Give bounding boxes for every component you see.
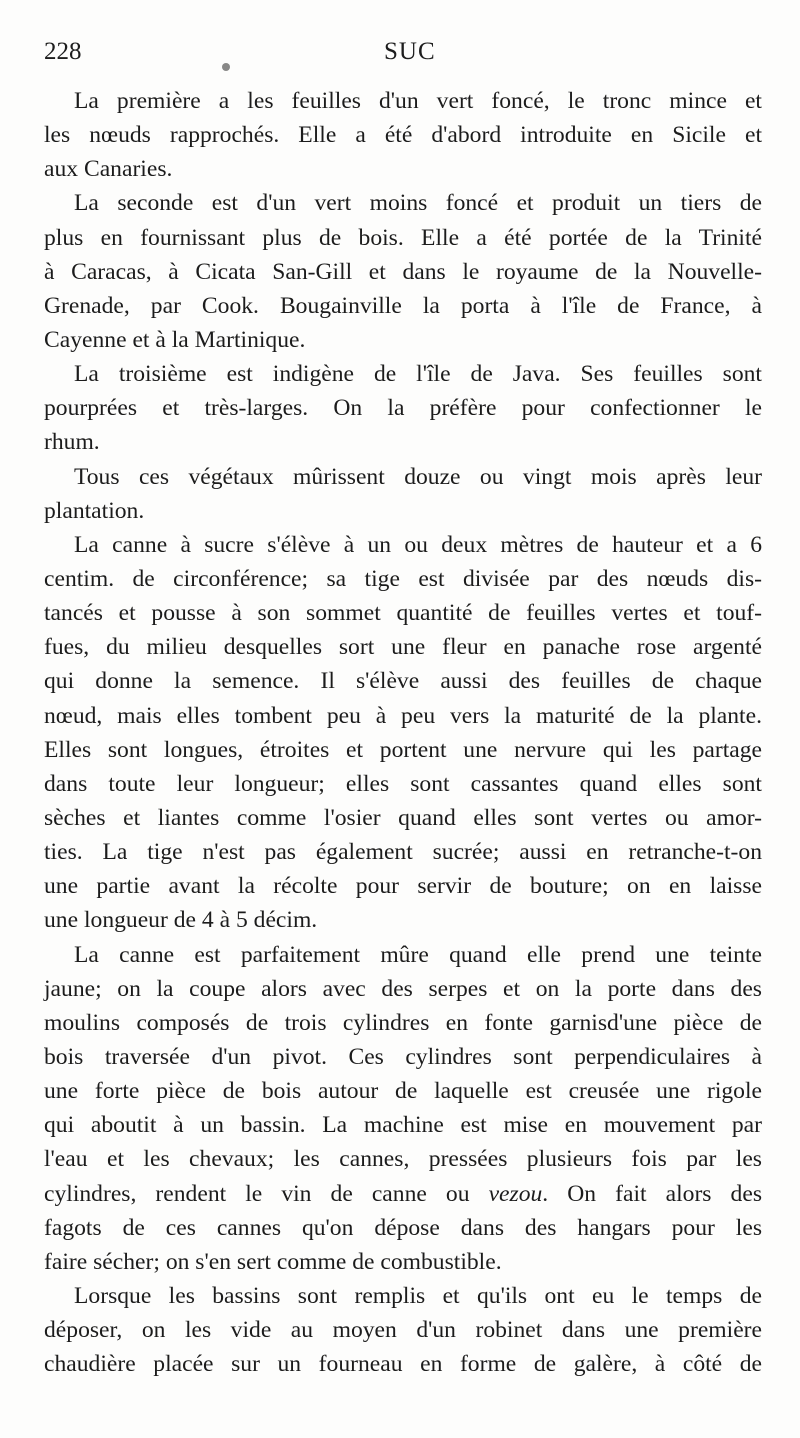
text-line: Grenade, par Cook. Bougainville la porta à l'île de France, à bbox=[44, 292, 762, 319]
text-line: faire sécher; on s'en sert comme de combustible. bbox=[44, 1248, 502, 1275]
text-line: Elles sont longues, étroites et portent une nervure qui les partage bbox=[44, 736, 762, 763]
page-number: 228 bbox=[44, 38, 82, 65]
text-line: plus en fournissant plus de bois. Elle a été portée de la Trinité bbox=[44, 224, 762, 251]
text-line: déposer, on les vide au moyen d'un robinet dans une première bbox=[44, 1317, 762, 1344]
text-line: bois traversée d'un pivot. Ces cylindres sont perpendiculaires à bbox=[44, 1043, 762, 1070]
paragraph bbox=[44, 186, 762, 357]
text-line: tancés et pousse à son sommet quantité de feuilles vertes et touf- bbox=[44, 600, 762, 627]
running-head: SUC bbox=[384, 38, 436, 65]
text-line: jaune; on la coupe alors avec des serpes et on la porte dans des bbox=[44, 975, 762, 1002]
text-line: chaudière placée sur un fourneau en forme de galère, à côté de bbox=[44, 1351, 762, 1378]
text-line: une longueur de 4 à 5 décim. bbox=[44, 907, 318, 934]
paragraph bbox=[44, 938, 762, 1279]
text-line: centim. de circonférence; sa tige est divisée par des nœuds dis- bbox=[44, 565, 762, 592]
text-line: La seconde est d'un vert moins foncé et produit un tiers de bbox=[74, 190, 762, 217]
text-line: fues, du milieu desquelles sort une fleur en panache rose argenté bbox=[44, 634, 762, 661]
text-line: fagots de ces cannes qu'on dépose dans des hangars pour les bbox=[44, 1214, 762, 1241]
text-line: les nœuds rapprochés. Elle a été d'abord introduite en Sicile et bbox=[44, 122, 762, 149]
text-line: cylindres, rendent le vin de canne ou vezou. On fait alors des bbox=[44, 1180, 762, 1207]
paragraph bbox=[44, 84, 762, 186]
paragraph bbox=[44, 1279, 762, 1381]
text-line: La troisième est indigène de l'île de Java. Ses feuilles sont bbox=[74, 361, 762, 388]
text-line: La canne est parfaitement mûre quand elle prend une teinte bbox=[74, 941, 762, 968]
text-line: pourprées et très-larges. On la préfère pour confectionner le bbox=[44, 395, 762, 422]
text-line: une partie avant la récolte pour servir de bouture; on en laisse bbox=[44, 873, 762, 900]
text-line: moulins composés de trois cylindres en fonte garnisd'une pièce de bbox=[44, 1009, 762, 1036]
text-line: Tous ces végétaux mûrissent douze ou vingt mois après leur bbox=[74, 463, 762, 490]
text-line: l'eau et les chevaux; les cannes, pressées plusieurs fois par les bbox=[44, 1146, 762, 1173]
paragraph bbox=[44, 460, 762, 528]
text-line: Cayenne et à la Martinique. bbox=[44, 326, 306, 353]
text-line: ties. La tige n'est pas également sucrée; aussi en retranche-t-on bbox=[44, 839, 762, 866]
text-line: rhum. bbox=[44, 429, 100, 456]
text-line: plantation. bbox=[44, 497, 145, 524]
text-line: La première a les feuilles d'un vert foncé, le tronc mince et bbox=[74, 88, 762, 114]
text-line: sèches et liantes comme l'osier quand elles sont vertes ou amor- bbox=[44, 804, 762, 831]
paragraph bbox=[44, 528, 762, 938]
text-line: dans toute leur longueur; elles sont cassantes quand elles sont bbox=[44, 770, 762, 797]
body-text bbox=[44, 84, 762, 1381]
text-line: une forte pièce de bois autour de laquelle est creusée une rigole bbox=[44, 1078, 762, 1105]
text-line: La canne à sucre s'élève à un ou deux mètres de hauteur et a 6 bbox=[74, 531, 762, 558]
text-line: qui donne la semence. Il s'élève aussi des feuilles de chaque bbox=[44, 668, 762, 695]
text-line: qui aboutit à un bassin. La machine est mise en mouvement par bbox=[44, 1112, 762, 1139]
text-line: nœud, mais elles tombent peu à peu vers la maturité de la plante. bbox=[44, 702, 762, 729]
page-header bbox=[44, 38, 760, 72]
text-line: Lorsque les bassins sont remplis et qu'ils ont eu le temps de bbox=[74, 1282, 762, 1309]
text-line: à Caracas, à Cicata San-Gill et dans le royaume de la Nouvelle- bbox=[44, 258, 762, 285]
text-line: aux Canaries. bbox=[44, 156, 173, 183]
paragraph bbox=[44, 357, 762, 459]
